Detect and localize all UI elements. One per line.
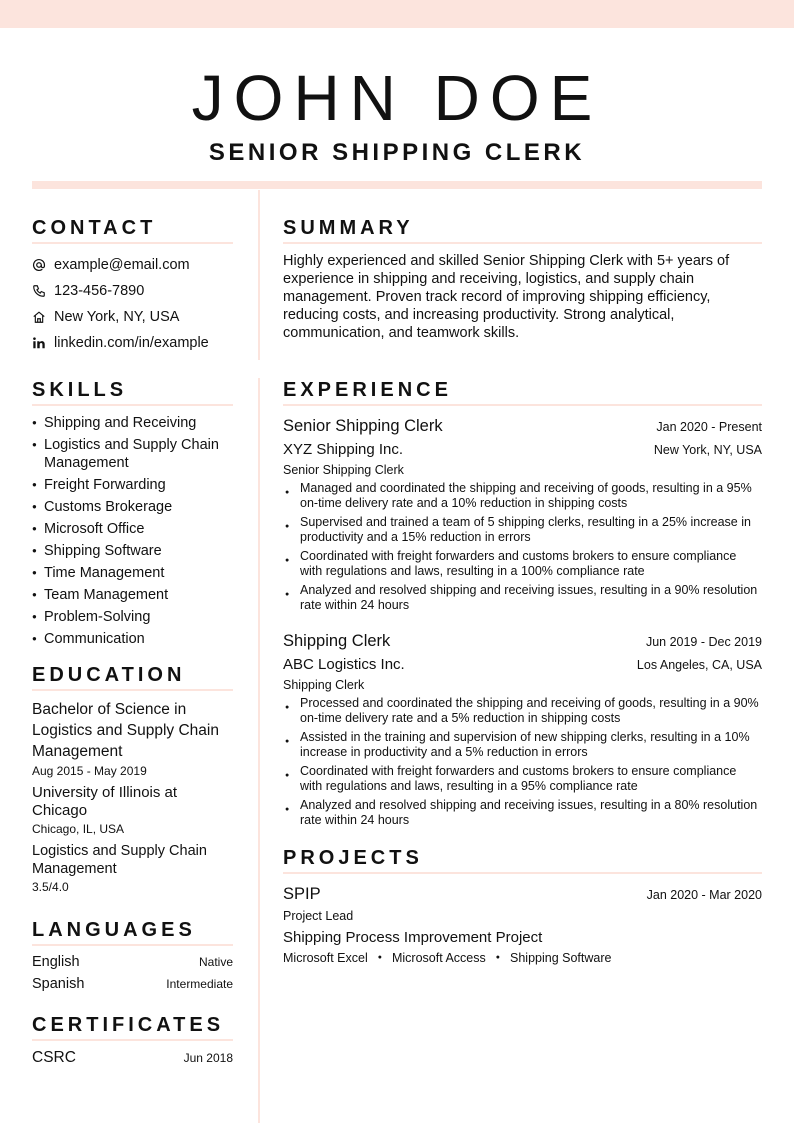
section-title: EXPERIENCE: [283, 377, 762, 406]
separator-dot: ●: [495, 954, 500, 961]
job-location: New York, NY, USA: [653, 443, 762, 457]
education-degree: Bachelor of Science in Logistics and Supply Chain Management: [32, 701, 219, 760]
job-bullet: ● Assisted in the training and supervision of new shipping clerks, resulting in a 10% increase in productivity and a 5% reduction in errors: [283, 730, 762, 760]
contact-text: 123-456-7890: [54, 283, 145, 299]
education-location: Chicago, IL, USA: [32, 822, 125, 836]
skill-item: ● Shipping Software: [32, 542, 233, 560]
experience-entry: [283, 629, 762, 828]
job-company: XYZ Shipping Inc.: [283, 441, 404, 458]
job-bullet: ● Supervised and trained a team of 5 shipping clerks, resulting in a 25% increase in productivity and a 15% reduction in errors: [283, 515, 762, 545]
language-name: Spanish: [32, 976, 85, 992]
home-icon: [32, 310, 46, 324]
contact-phone[interactable]: [32, 278, 233, 304]
skill-item: ● Time Management: [32, 564, 233, 582]
projects-section: [283, 845, 762, 967]
project-dates: Jan 2020 - Mar 2020: [646, 888, 762, 902]
contact-location: [32, 304, 233, 330]
certificate-date: Jun 2018: [183, 1051, 233, 1065]
project-tech: Microsoft Access: [391, 951, 486, 965]
section-title: SUMMARY: [283, 215, 762, 244]
header-divider: [32, 181, 762, 189]
candidate-name: JOHN DOE: [191, 62, 603, 134]
education-gpa: 3.5/4.0: [32, 880, 69, 894]
job-bullet: ● Analyzed and resolved shipping and receiving issues, resulting in a 90% resolution rate within 24 hours: [283, 583, 762, 613]
job-role: Senior Shipping Clerk: [283, 463, 404, 477]
certificate-row: [32, 1049, 233, 1071]
top-accent-bar: [0, 0, 794, 28]
skill-item: ● Shipping and Receiving: [32, 414, 233, 432]
skill-item: ● Problem-Solving: [32, 608, 233, 626]
summary-section: [283, 215, 762, 342]
candidate-title: SENIOR SHIPPING CLERK: [208, 139, 586, 166]
contact-linkedin[interactable]: [32, 330, 233, 356]
contact-text: example@email.com: [54, 257, 190, 273]
education-school: University of Illinois at Chicago: [32, 784, 178, 819]
column-divider: [258, 190, 260, 360]
language-level: Intermediate: [166, 977, 233, 991]
skills-section: [32, 377, 233, 652]
summary-text: Highly experienced and skilled Senior Shipping Clerk with 5+ years of experience in shipping and receiving, logistics, and supply chain management. Proven track record of improving shipping efficiency, reducing costs, and increasing productivity. Strong analytical, communication, and teamwork skills.: [283, 253, 730, 341]
experience-section: [283, 377, 762, 844]
skill-item: ● Freight Forwarding: [32, 476, 233, 494]
job-title: Shipping Clerk: [283, 632, 391, 650]
phone-icon: [32, 284, 46, 298]
section-title: SKILLS: [32, 377, 233, 406]
job-dates: Jan 2020 - Present: [656, 420, 762, 434]
job-dates: Jun 2019 - Dec 2019: [645, 635, 762, 649]
job-bullet: ● Coordinated with freight forwarders and customs brokers to ensure compliance with regulations and laws, resulting in a 100% compliance rate: [283, 549, 762, 579]
project-tech-list: [283, 949, 762, 967]
job-bullet: ● Managed and coordinated the shipping and receiving of goods, resulting in a 95% on-time delivery rate and a 10% reduction in shipping costs: [283, 481, 762, 511]
job-bullet: ● Processed and coordinated the shipping and receiving of goods, resulting in a 90% on-time delivery rate and a 5% reduction in shipping costs: [283, 696, 762, 726]
section-title: CERTIFICATES: [32, 1012, 233, 1041]
project-tech: Shipping Software: [510, 951, 612, 965]
section-title: PROJECTS: [283, 845, 762, 874]
contact-section: [32, 215, 233, 356]
skill-item: ● Customs Brokerage: [32, 498, 233, 516]
project-role: Project Lead: [283, 909, 354, 923]
language-level: Native: [198, 955, 233, 969]
at-icon: [32, 258, 46, 272]
contact-text: linkedin.com/in/example: [54, 335, 209, 351]
job-bullets: [283, 696, 762, 828]
project-tech: Microsoft Excel: [283, 951, 368, 965]
skill-item: ● Microsoft Office: [32, 520, 233, 538]
certificates-section: [32, 1012, 233, 1071]
separator-dot: ●: [377, 954, 382, 961]
experience-entry: [283, 414, 762, 613]
job-role: Shipping Clerk: [283, 678, 365, 692]
section-title: EDUCATION: [32, 662, 233, 691]
skill-item: ● Logistics and Supply Chain Management: [32, 436, 233, 472]
skills-list: [32, 414, 233, 648]
job-location: Los Angeles, CA, USA: [636, 658, 762, 672]
languages-section: [32, 917, 233, 998]
job-title: Senior Shipping Clerk: [283, 417, 443, 435]
language-row: [32, 976, 233, 998]
job-bullets: [283, 481, 762, 613]
skill-item: ● Communication: [32, 630, 233, 648]
job-bullet: ● Analyzed and resolved shipping and receiving issues, resulting in a 80% resolution rate within 24 hours: [283, 798, 762, 828]
column-divider: [258, 378, 260, 1123]
contact-text: New York, NY, USA: [54, 309, 180, 325]
education-field: Logistics and Supply Chain Management: [32, 843, 207, 877]
section-title: LANGUAGES: [32, 917, 233, 946]
language-row: [32, 954, 233, 976]
section-title: CONTACT: [32, 215, 233, 244]
job-bullet: ● Coordinated with freight forwarders and customs brokers to ensure compliance with regulations and laws, resulting in a 95% compliance rate: [283, 764, 762, 794]
contact-email[interactable]: [32, 252, 233, 278]
education-dates: Aug 2015 - May 2019: [32, 764, 147, 778]
project-full-name: Shipping Process Improvement Project: [283, 929, 543, 946]
project-name: SPIP: [283, 885, 321, 903]
language-name: English: [32, 954, 80, 970]
skill-item: ● Team Management: [32, 586, 233, 604]
education-section: [32, 662, 233, 896]
linkedin-icon: [32, 336, 46, 350]
job-company: ABC Logistics Inc.: [283, 656, 405, 673]
certificate-name: CSRC: [32, 1049, 76, 1066]
